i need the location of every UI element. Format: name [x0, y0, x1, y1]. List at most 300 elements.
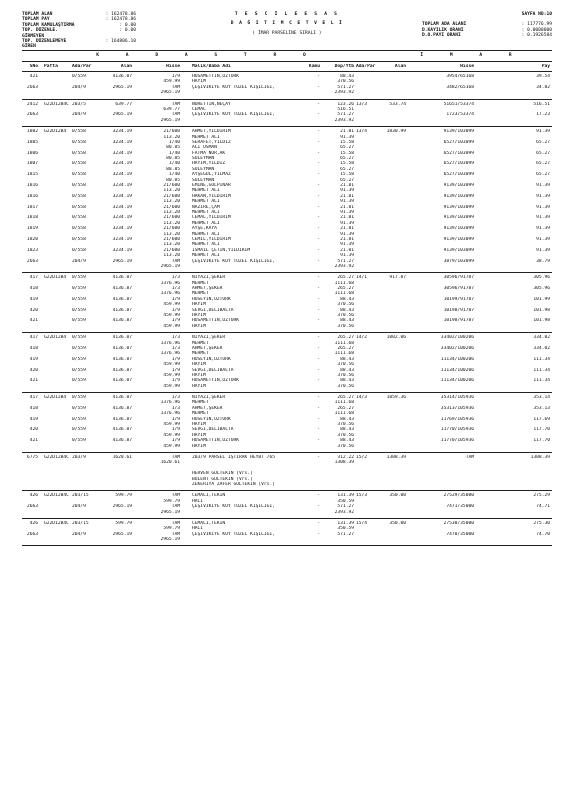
- cell-imar-alan: 350.00: [389, 493, 406, 499]
- cell-pay: 65.27: [536, 161, 550, 167]
- cell-malik: MEHMET ALİ: [192, 134, 220, 140]
- cell-imar-hisse: [406, 90, 474, 95]
- column-header: Alan: [394, 63, 406, 69]
- cell-pafta: [40, 482, 72, 487]
- cell-sno: 1805: [26, 139, 38, 145]
- ratio-label: D.O.PAYI ORANI: [422, 33, 461, 39]
- summary-label: TOPLAM KAMULAŞTIRMA: [22, 22, 75, 28]
- cell-pay: 91.39: [536, 236, 550, 242]
- cell-kamu: -: [317, 215, 320, 221]
- cell-kamu: -: [317, 193, 320, 199]
- cell-malik: HUSAMETTİN,ÖZTÜRK: [192, 438, 240, 444]
- cell-malik: MEHMET: [192, 291, 209, 297]
- cell-malik: NURETTİN,NEÇAY: [192, 101, 231, 107]
- cell-imar-hisse: 9139/103099: [443, 236, 474, 242]
- cell-imar-alan: [384, 264, 406, 269]
- cell-imar-alan: [384, 510, 406, 515]
- cell-ada-par: 0/559: [72, 356, 86, 362]
- cell-pay: 91.39: [536, 204, 550, 210]
- cell-ada-par: 0/559: [72, 427, 86, 433]
- cell-malik: NİYAZİ,ŞEKER: [192, 275, 226, 281]
- cell-malik: NİYAZİ,ŞEKER: [192, 335, 226, 341]
- cell-dop-ytb: 265.27: [337, 405, 354, 411]
- cell-dop-ytb: 265.27: [337, 275, 354, 281]
- cell-pay: 91.39: [536, 226, 550, 232]
- cell-imar-ada-par: [354, 384, 384, 389]
- cell-dop-ytb: 370.56: [337, 422, 354, 428]
- cell-alan: 2965.19: [112, 258, 132, 264]
- cell-malik: NİYAZİ,ŞEKER: [192, 395, 226, 401]
- cell-dop-ytb: 571.27: [337, 112, 354, 118]
- cell-malik: SEVGİ,DELİBALTA: [192, 367, 234, 373]
- cell-dop-ytb: 370.56: [337, 362, 354, 368]
- cell-imar-ada-par: [354, 324, 384, 329]
- cell-ada-par: 0/559: [72, 378, 86, 384]
- cell-imar-alan: [384, 118, 406, 123]
- cell-malik: AHMET,ŞEKER: [192, 405, 223, 411]
- cell-dop-ytb: 370.56: [337, 432, 354, 438]
- cell-kamu: -: [317, 112, 320, 118]
- cell-malik: MEHMET ALİ: [192, 242, 220, 248]
- cell-dop-ytb: 1111.68: [334, 291, 354, 297]
- cell-malik: HAYİM: [192, 422, 206, 428]
- cell-malik: FATMA NUR,AK: [192, 150, 226, 156]
- cell-imar-hisse: 27530/35000: [443, 520, 474, 526]
- cell-ada-par: 0/559: [72, 416, 86, 422]
- cell-malik: İSMAİL ÇETİN,YILDIRIM: [192, 247, 251, 253]
- cell-malik: HAYİM: [192, 362, 206, 368]
- cell-imar-hisse: 33402/100206: [440, 345, 474, 351]
- cell-pay: 275.29: [533, 493, 550, 499]
- cell-sno: [22, 324, 40, 329]
- cell-malik: MEHMET ALİ: [192, 253, 220, 259]
- cell-hisse: 21/600: [163, 247, 180, 253]
- cell-malik: MEHMET ALİ: [192, 199, 220, 205]
- cell-imar-hisse: [406, 324, 474, 329]
- cell-hisse: TAM: [171, 504, 180, 510]
- cell-ada-par: 0/558: [72, 150, 86, 156]
- cell-hisse: 459.99: [163, 313, 180, 319]
- cell-hisse: 1/9: [171, 378, 180, 384]
- cell-imar-hisse: [406, 384, 474, 389]
- cell-ada-par: 203/5: [72, 101, 86, 107]
- cell-sno: 2663: [26, 112, 38, 118]
- cell-malik: HAYİM: [192, 443, 206, 449]
- cell-hisse: 459.99: [163, 362, 180, 368]
- cell-dop-ytb: 21.81: [340, 215, 354, 221]
- cell-ada-par: 204/9: [72, 258, 86, 264]
- cell-hisse: 1/3: [171, 286, 180, 292]
- summary-label: TOP. DÜZENLE. GİRMEYEN: [22, 28, 58, 39]
- cell-hisse: 459.99: [163, 383, 180, 389]
- cell-imar-hisse: 27529/35000: [443, 493, 474, 499]
- cell-sno: 1817: [26, 204, 38, 210]
- cell-kamu: [282, 118, 322, 123]
- cell-dop-ytb: 88.43: [340, 438, 354, 444]
- cell-malik: SEVGİ,DELİBALTA: [192, 307, 234, 313]
- cell-imar-hisse: 11770/105936: [440, 438, 474, 444]
- cell-hisse: 80.85: [166, 177, 180, 183]
- cell-hisse: 21/600: [163, 193, 180, 199]
- cell-alan: 4136.87: [112, 405, 132, 411]
- cell-imar-ada-par: [354, 264, 384, 269]
- cell-malik: SEVGİ,DELİBALTA: [192, 427, 234, 433]
- cell-malik: ÇEŞİVİKİYE KÖY TÜZEL KİŞİLİĞİ,: [192, 531, 275, 537]
- cell-dop-ytb: 2393.92: [334, 263, 354, 269]
- cell-hisse: TAM: [171, 112, 180, 118]
- cell-imar-ada-par: [354, 482, 384, 487]
- cell-kamu: -: [317, 150, 320, 156]
- cell-imar-ada-par: [354, 510, 384, 515]
- cell-dop-ytb: 370.56: [337, 313, 354, 319]
- cell-malik: MEHMET ALİ: [192, 231, 220, 237]
- cell-malik: HAYİM: [192, 323, 206, 329]
- cell-pay: [474, 482, 552, 487]
- cell-hisse: TAM: [171, 531, 180, 537]
- cell-dop-ytb: 1308.39: [334, 460, 354, 466]
- cell-ada-par: [72, 482, 100, 487]
- cell-kamu: -: [317, 258, 320, 264]
- cell-kamu: -: [317, 427, 320, 433]
- cell-kamu: -: [317, 356, 320, 362]
- cell-dop-ytb: 370.56: [337, 79, 354, 85]
- summary-value: : 0.00: [119, 28, 136, 34]
- table-row: [22, 118, 552, 123]
- cell-ada-par: 0/559: [72, 307, 86, 313]
- cell-imar-hisse: 35314/105936: [440, 395, 474, 401]
- cell-alan: 3234.19: [112, 215, 132, 221]
- cell-pafta: [40, 118, 72, 123]
- document-subtitle: D A Ğ I T I M C E T V E L İ: [230, 21, 344, 27]
- cell-sno: [22, 264, 40, 269]
- cell-imar-alan: 1002.06: [386, 335, 406, 341]
- cell-hisse: 113.20: [163, 220, 180, 226]
- cell-pay: 305.96: [533, 286, 550, 292]
- cell-pafta: [40, 90, 72, 95]
- cell-malik: HUSAMETTİN,ÖZTÜRK: [192, 74, 240, 79]
- cell-imar-ada-par: 15/2: [356, 455, 368, 460]
- cell-sno: [22, 384, 40, 389]
- cell-ada-par: 0/559: [72, 438, 86, 444]
- cell-pay: 353.14: [533, 395, 550, 401]
- cell-sno: 1815: [26, 172, 38, 178]
- cell-hisse: TAM: [171, 493, 180, 499]
- cell-malik: CEMALİ,TEKİN: [192, 493, 226, 499]
- cell-imar-ada-par: 14/3: [356, 395, 368, 401]
- cell-alan: 4136.87: [112, 356, 132, 362]
- cell-sno: [22, 482, 40, 487]
- cell-dop-ytb: 65.27: [340, 145, 354, 151]
- cell-dop-ytb: 88.43: [340, 296, 354, 302]
- cell-imar-hisse: 9139/103099: [443, 183, 474, 189]
- cell-imar-hisse: 7471/35000: [446, 504, 474, 510]
- cell-imar-ada-par: [354, 537, 384, 542]
- cell-sno: 6775: [26, 455, 38, 460]
- cell-dop-ytb: 91.39: [340, 242, 354, 248]
- cell-sno: 1820: [26, 236, 38, 242]
- cell-kamu: [282, 482, 322, 487]
- cell-hisse: 599.79: [163, 526, 180, 532]
- cell-dop-ytb: 21.81: [340, 193, 354, 199]
- cell-sno: 2663: [26, 531, 38, 537]
- cell-imar-alan: [384, 537, 406, 542]
- cell-alan: 2965.19: [112, 112, 132, 118]
- summary-totals: [22, 12, 136, 50]
- cell-alan: [100, 510, 132, 515]
- cell-alan: 3234.19: [112, 226, 132, 232]
- cell-malik: SERAFET,YILDIZ: [192, 139, 231, 145]
- cell-dop-ytb: 1111.68: [334, 400, 354, 406]
- cell-hisse: 599.79: [163, 498, 180, 504]
- cell-sno: 426: [29, 493, 38, 499]
- cell-malik: CEMAL,YILDIRIM: [192, 215, 231, 221]
- cell-dop-ytb: 91.39: [340, 253, 354, 259]
- cell-ada-par: 0/559: [72, 286, 86, 292]
- cell-malik: HAYİM: [192, 79, 206, 85]
- cell-imar-hisse: 3879/103099: [443, 258, 474, 264]
- cell-hisse: 1376.96: [160, 280, 180, 286]
- cell-imar-ada-par: [354, 444, 384, 449]
- cell-pay: [474, 537, 552, 542]
- cell-malik: HACI: [192, 526, 204, 532]
- cell-ada-par: 0/558: [72, 183, 86, 189]
- cell-alan: [100, 324, 132, 329]
- cell-sno: 421: [29, 318, 38, 324]
- cell-hisse: TAM: [171, 101, 180, 107]
- cell-dop-ytb: 91.39: [340, 134, 354, 140]
- cell-ada-par: 0/559: [72, 405, 86, 411]
- cell-hisse: 2965.19: [160, 509, 180, 515]
- cell-imar-alan: [384, 482, 406, 487]
- cell-dop-ytb: 370.56: [337, 383, 354, 389]
- cell-sno: 426: [29, 520, 38, 526]
- cell-hisse: 639.77: [163, 106, 180, 112]
- cell-alan: [100, 384, 132, 389]
- cell-alan: 4136.87: [112, 307, 132, 313]
- cell-ada-par: 0/559: [72, 367, 86, 373]
- cell-dop-ytb: 370.56: [337, 443, 354, 449]
- cell-malik: ALİ OSMAN: [192, 145, 217, 151]
- cell-dop-ytb: 91.39: [340, 209, 354, 215]
- cell-imar-hisse: 9139/103099: [443, 226, 474, 232]
- cell-kamu: -: [317, 139, 320, 145]
- cell-alan: 2965.19: [112, 504, 132, 510]
- cell-hisse: 1/3: [171, 405, 180, 411]
- cell-ada-par: [72, 118, 100, 123]
- cell-pay: 39.54: [536, 74, 550, 79]
- cell-alan: [100, 264, 132, 269]
- cell-kamu: -: [317, 236, 320, 242]
- cell-dop-ytb: 123.26: [337, 101, 354, 107]
- cell-hisse: 1/3: [171, 275, 180, 281]
- cell-alan: 3234.19: [112, 139, 132, 145]
- cell-hisse: 1376.96: [160, 340, 180, 346]
- cell-malik: HAKAN,YILDIRIM: [192, 193, 231, 199]
- cell-alan: 4136.87: [112, 345, 132, 351]
- cell-sno: 2663: [26, 258, 38, 264]
- cell-imar-hisse: 6527/103099: [443, 139, 474, 145]
- cell-alan: 3234.19: [112, 247, 132, 253]
- cell-ada-par: 0/558: [72, 236, 86, 242]
- cell-pay: 353.13: [533, 405, 550, 411]
- cell-malik: ZEKERİYA ZAFER GÜLTEKİN [Vrs.]: [192, 481, 275, 487]
- cell-pafta: [40, 384, 72, 389]
- cell-hisse: 459.99: [163, 422, 180, 428]
- cell-hisse: 1/9: [171, 307, 180, 313]
- cell-imar-hisse: 9139/103099: [443, 247, 474, 253]
- cell-hisse: TAM: [171, 455, 180, 460]
- cell-kamu: -: [317, 204, 320, 210]
- cell-imar-hisse: [406, 510, 474, 515]
- cell-hisse: 113.20: [163, 253, 180, 259]
- cell-pay: [474, 510, 552, 515]
- cell-sno: 1823: [26, 247, 38, 253]
- cell-sno: [22, 537, 40, 542]
- cell-ada-par: [72, 384, 100, 389]
- cell-alan: [100, 537, 132, 542]
- cell-dop-ytb: [322, 537, 354, 542]
- table-row: [22, 510, 552, 515]
- cell-kamu: -: [317, 531, 320, 537]
- ratio-value: : 0.0000000: [521, 27, 552, 33]
- cell-malik: MEHMET ALİ: [192, 220, 220, 226]
- cell-imar-hisse: 11134/100206: [440, 367, 474, 373]
- cell-hisse: 459.99: [163, 79, 180, 85]
- cell-sno: 1807: [26, 161, 38, 167]
- cell-kamu: -: [317, 101, 320, 107]
- cell-malik: HAYİM,YILDIZ: [192, 161, 226, 167]
- cell-imar-hisse: 9139/103099: [443, 204, 474, 210]
- cell-ada-par: 0/558: [72, 139, 86, 145]
- cell-hisse: 80.85: [166, 145, 180, 151]
- cell-dop-ytb: 350.59: [337, 498, 354, 504]
- cell-malik: HAYİM: [192, 302, 206, 308]
- cell-ada-par: [72, 90, 100, 95]
- cell-dop-ytb: 65.27: [340, 156, 354, 162]
- cell-sno: 2663: [26, 504, 38, 510]
- cell-ada-par: 0/559: [72, 335, 86, 341]
- cell-hisse: 1376.96: [160, 291, 180, 297]
- summary-value: : 162478.86: [105, 17, 136, 23]
- cell-malik: [182, 118, 282, 123]
- cell-ada-par: [72, 510, 100, 515]
- cell-malik: ÇEŞİVİKİYE KÖY TÜZEL KİŞİLİĞİ,: [192, 258, 275, 264]
- cell-malik: MEHMET ALİ: [192, 188, 220, 194]
- cell-dop-ytb: 88.43: [340, 307, 354, 313]
- cell-kamu: -: [317, 455, 320, 460]
- column-header: Dop/Ytb: [334, 63, 354, 69]
- cell-pay: 334.02: [533, 345, 550, 351]
- cell-pay: 65.27: [536, 139, 550, 145]
- summary-row: [22, 28, 136, 39]
- cell-kamu: -: [317, 520, 320, 526]
- cell-imar-hisse: [406, 118, 474, 123]
- cell-pafta: G22D12B4C: [44, 520, 69, 526]
- cell-imar-alan: 1308.39: [386, 455, 406, 460]
- cell-dop-ytb: 2393.92: [334, 117, 354, 123]
- cell-dop-ytb: 21.81: [340, 226, 354, 232]
- cell-ada-par: 0/558: [72, 129, 86, 135]
- cell-malik: [182, 537, 282, 542]
- cell-sno: 421: [29, 438, 38, 444]
- summary-label: TOPLAM PAY: [22, 17, 50, 23]
- cell-sno: 418: [29, 345, 38, 351]
- cell-imar-alan: 533.74: [389, 101, 406, 107]
- cell-ada-par: [72, 444, 100, 449]
- cell-dop-ytb: 131.39: [337, 493, 354, 499]
- cell-alan: 4136.87: [112, 438, 132, 444]
- cell-kamu: [282, 444, 322, 449]
- cell-kamu: -: [317, 504, 320, 510]
- cell-imar-alan: [384, 90, 406, 95]
- cell-malik: MEHMET: [192, 280, 209, 286]
- cell-hisse: 459.99: [163, 432, 180, 438]
- cell-alan: 4136.87: [112, 286, 132, 292]
- cell-kamu: -: [317, 84, 320, 90]
- cell-hisse: TAM: [171, 84, 180, 90]
- cell-hisse: 21/600: [163, 226, 180, 232]
- cell-ada-par: 204/9: [72, 504, 86, 510]
- cell-malik: HACI: [192, 498, 204, 504]
- cell-sno: 417: [29, 275, 38, 281]
- parcel-group: [22, 100, 552, 128]
- cell-alan: 4136.87: [112, 427, 132, 433]
- cell-sno: 420: [29, 427, 38, 433]
- table-row: [22, 444, 552, 449]
- cell-pay: 101.98: [533, 318, 550, 324]
- cell-sno: 419: [29, 356, 38, 362]
- cell-ada-par: 203/15: [72, 493, 89, 499]
- cell-malik: 203/9 PARSEL İŞTİRAK HEYBT 765: [192, 455, 275, 460]
- cell-dop-ytb: 88.43: [340, 378, 354, 384]
- cell-pay: 101.99: [533, 296, 550, 302]
- cell-dop-ytb: 571.27: [337, 531, 354, 537]
- cell-ada-par: 0/558: [72, 161, 86, 167]
- cell-malik: MEHMET: [192, 400, 209, 406]
- cell-pay: 65.27: [536, 172, 550, 178]
- cell-alan: 4136.87: [112, 395, 132, 401]
- cell-dop-ytb: 2393.92: [334, 509, 354, 515]
- page-number: SAYFA NO:10: [521, 12, 552, 17]
- column-header: Pay: [541, 63, 550, 69]
- cell-dop-ytb: 15.58: [340, 172, 354, 178]
- cell-hisse: 1376.96: [160, 411, 180, 417]
- cell-imar-ada-par: 13/4: [356, 129, 368, 135]
- cell-malik: CEMİL,YILDIRIM: [192, 236, 231, 242]
- cell-pafta: G22D12B4: [44, 275, 67, 281]
- cell-alan: 3234.19: [112, 129, 132, 135]
- cell-kamu: [282, 324, 322, 329]
- cell-pay: 516.51: [533, 101, 550, 107]
- cell-imar-hisse: 51651/53374: [443, 101, 474, 107]
- cell-dop-ytb: 1111.68: [334, 411, 354, 417]
- column-header: Hisse: [166, 63, 180, 69]
- parcel-group: [22, 491, 552, 519]
- parcel-group: [22, 519, 552, 547]
- summary-value: : 0.00: [119, 22, 136, 28]
- cell-dop-ytb: 350.59: [337, 526, 354, 532]
- cell-pay: 91.39: [536, 183, 550, 189]
- cell-hisse: 2965.19: [160, 537, 180, 543]
- cell-ada-par: 204/9: [72, 84, 86, 90]
- cell-imar-hisse: 35313/105936: [440, 405, 474, 411]
- cell-dop-ytb: 21.81: [340, 204, 354, 210]
- summary-value: : 162478.86: [105, 12, 136, 17]
- cell-kamu: [282, 90, 322, 95]
- cell-malik: HAYİM: [192, 313, 206, 319]
- parcel-group: [22, 393, 552, 453]
- column-header: Kamu: [308, 63, 320, 69]
